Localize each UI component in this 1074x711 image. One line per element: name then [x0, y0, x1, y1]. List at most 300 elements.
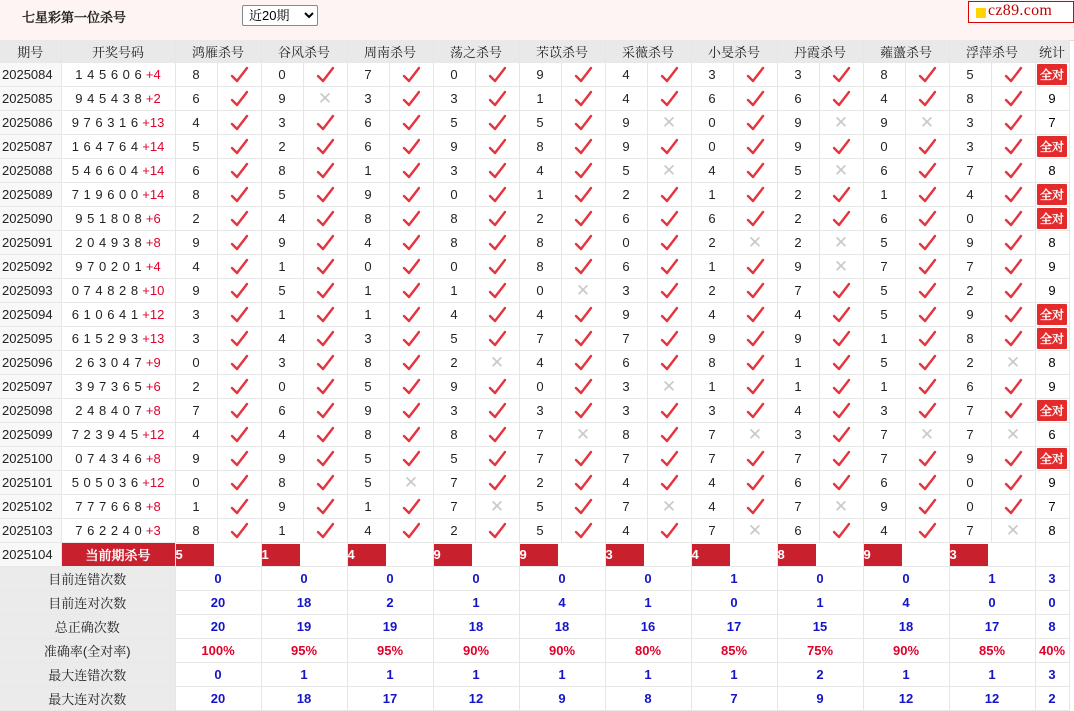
kill-number-cell: 3 — [347, 327, 389, 351]
result-mark-cell — [733, 399, 777, 423]
stat-cell — [1035, 63, 1069, 87]
check-icon — [230, 138, 249, 156]
kill-number-cell: 4 — [605, 63, 647, 87]
result-mark-cell — [389, 111, 433, 135]
summary-value: 20 — [175, 615, 261, 639]
result-mark-cell — [647, 183, 691, 207]
kill-number-cell: 8 — [261, 471, 303, 495]
result-mark-cell — [217, 327, 261, 351]
kill-number-cell: 9 — [261, 447, 303, 471]
check-icon — [402, 234, 421, 252]
check-icon — [574, 474, 593, 492]
result-mark-cell — [217, 447, 261, 471]
check-icon — [316, 330, 335, 348]
kill-number-cell: 0 — [519, 375, 561, 399]
cross-icon: ✕ — [661, 112, 677, 132]
check-icon — [488, 186, 507, 204]
kill-number-cell: 8 — [433, 423, 475, 447]
kill-number-cell: 7 — [519, 327, 561, 351]
cross-icon: ✕ — [833, 496, 849, 516]
kill-number-cell: 7 — [605, 495, 647, 519]
result-mark-cell — [819, 495, 863, 519]
result-mark-cell — [303, 495, 347, 519]
page-title: 七星彩第一位杀号 — [22, 10, 127, 25]
check-icon — [574, 498, 593, 516]
kill-number-cell: 4 — [347, 231, 389, 255]
kill-number-cell: 2 — [691, 231, 733, 255]
result-mark-cell — [819, 255, 863, 279]
result-mark-cell — [991, 495, 1035, 519]
check-icon — [230, 522, 249, 540]
result-mark-cell — [389, 447, 433, 471]
cross-icon: ✕ — [1005, 352, 1021, 372]
result-mark-cell — [303, 423, 347, 447]
summary-value: 8 — [605, 687, 691, 711]
summary-value: 1 — [433, 591, 519, 615]
kill-number-cell: 9 — [777, 327, 819, 351]
check-icon — [1004, 138, 1023, 156]
check-icon — [918, 522, 937, 540]
check-icon — [316, 450, 335, 468]
kill-number-cell: 0 — [691, 111, 733, 135]
check-icon — [230, 498, 249, 516]
summary-value: 16 — [605, 615, 691, 639]
result-mark-cell — [303, 111, 347, 135]
result-mark-cell — [647, 135, 691, 159]
summary-value: 0 — [347, 567, 433, 591]
kill-number-cell: 7 — [433, 471, 475, 495]
all-correct-badge: 全对 — [1037, 64, 1067, 85]
kill-number-cell: 3 — [777, 423, 819, 447]
stat-cell: 9 — [1035, 87, 1069, 111]
result-mark-cell — [647, 279, 691, 303]
kill-number-cell: 5 — [519, 519, 561, 543]
draw-digits: 9 5 1 8 0 8 — [75, 211, 143, 226]
cross-icon: ✕ — [833, 232, 849, 252]
table-row — [0, 183, 1069, 207]
summary-value: 17 — [949, 615, 1035, 639]
summary-total: 0 — [1035, 591, 1069, 615]
kill-number-cell: 5 — [347, 447, 389, 471]
result-mark-cell — [733, 279, 777, 303]
result-mark-cell — [217, 399, 261, 423]
kill-number-cell: 3 — [949, 135, 991, 159]
issue-cell: 2025094 — [0, 303, 61, 327]
current-kill-cell — [949, 543, 1035, 567]
check-icon — [230, 426, 249, 444]
check-icon — [918, 354, 937, 372]
stat-cell: 7 — [1035, 111, 1069, 135]
check-icon — [230, 162, 249, 180]
kill-number-cell: 9 — [433, 135, 475, 159]
summary-row — [0, 639, 1069, 663]
result-mark-cell — [905, 135, 949, 159]
kill-number-cell: 4 — [175, 255, 217, 279]
check-icon — [488, 522, 507, 540]
result-mark-cell — [905, 279, 949, 303]
kill-number-cell: 3 — [175, 303, 217, 327]
check-icon — [402, 186, 421, 204]
kill-number-cell: 6 — [949, 375, 991, 399]
check-icon — [402, 498, 421, 516]
summary-value: 1 — [949, 567, 1035, 591]
current-kill-cell — [175, 543, 261, 567]
current-kill-cell — [519, 543, 605, 567]
result-mark-cell — [647, 375, 691, 399]
check-icon — [1004, 258, 1023, 276]
table-row — [0, 447, 1069, 471]
table-row — [0, 255, 1069, 279]
current-kill-label: 当前期杀号 — [61, 543, 175, 567]
issue-cell: 2025096 — [0, 351, 61, 375]
kill-number-cell: 6 — [175, 159, 217, 183]
kill-number-cell: 0 — [519, 279, 561, 303]
kill-number-cell: 8 — [433, 207, 475, 231]
table-row — [0, 423, 1069, 447]
result-mark-cell — [475, 63, 519, 87]
check-icon — [574, 330, 593, 348]
draw-digits: 2 0 4 9 3 8 — [75, 235, 143, 250]
current-kill-cell — [261, 543, 347, 567]
result-mark-cell — [389, 303, 433, 327]
check-icon — [918, 306, 937, 324]
kill-number-cell: 1 — [433, 279, 475, 303]
kill-number-cell: 0 — [949, 207, 991, 231]
result-mark-cell — [561, 399, 605, 423]
kill-number-cell: 6 — [777, 87, 819, 111]
site-logo[interactable] — [968, 1, 1074, 23]
summary-value: 1 — [691, 663, 777, 687]
col-header-stat: 统计 — [1035, 40, 1069, 63]
draw-number-cell — [61, 279, 175, 303]
check-icon — [316, 306, 335, 324]
kill-number-cell: 5 — [863, 303, 905, 327]
kill-number-cell: 7 — [519, 423, 561, 447]
result-mark-cell — [303, 255, 347, 279]
cross-icon: ✕ — [317, 88, 333, 108]
summary-label: 总正确次数 — [0, 615, 175, 639]
draw-bonus: +8 — [142, 403, 161, 418]
summary-value: 1 — [605, 591, 691, 615]
kill-number-cell: 5 — [261, 183, 303, 207]
current-kill-number: 3 — [606, 544, 644, 566]
kill-number-cell: 1 — [519, 87, 561, 111]
stat-cell — [1035, 303, 1069, 327]
all-correct-badge: 全对 — [1037, 184, 1067, 205]
kill-number-cell: 3 — [519, 399, 561, 423]
kill-number-cell: 8 — [949, 327, 991, 351]
kill-number-cell: 2 — [949, 279, 991, 303]
check-icon — [660, 186, 679, 204]
current-kill-cell — [691, 543, 777, 567]
kill-number-cell: 9 — [863, 495, 905, 519]
result-mark-cell — [905, 447, 949, 471]
result-mark-cell — [217, 231, 261, 255]
check-icon — [230, 282, 249, 300]
table-row — [0, 111, 1069, 135]
kill-number-cell: 0 — [863, 135, 905, 159]
result-mark-cell — [647, 423, 691, 447]
result-mark-cell — [991, 327, 1035, 351]
check-icon — [918, 138, 937, 156]
stat-cell: 7 — [1035, 495, 1069, 519]
kill-number-cell: 8 — [863, 63, 905, 87]
all-correct-badge: 全对 — [1037, 136, 1067, 157]
kill-number-cell: 4 — [691, 471, 733, 495]
draw-bonus: +8 — [142, 235, 161, 250]
kill-number-cell: 2 — [949, 351, 991, 375]
check-icon — [230, 378, 249, 396]
result-mark-cell — [991, 303, 1035, 327]
check-icon — [1004, 114, 1023, 132]
result-mark-cell — [819, 135, 863, 159]
kill-number-cell: 2 — [175, 375, 217, 399]
kill-number-cell: 7 — [949, 423, 991, 447]
check-icon — [1004, 474, 1023, 492]
summary-value: 1 — [433, 663, 519, 687]
check-icon — [488, 90, 507, 108]
check-icon — [746, 186, 765, 204]
result-mark-cell — [217, 255, 261, 279]
result-mark-cell — [905, 351, 949, 375]
kill-number-cell: 7 — [863, 447, 905, 471]
result-mark-cell — [991, 183, 1035, 207]
result-mark-cell — [217, 279, 261, 303]
check-icon — [574, 450, 593, 468]
check-icon — [316, 210, 335, 228]
cross-icon: ✕ — [919, 424, 935, 444]
all-correct-badge: 全对 — [1037, 328, 1067, 349]
kill-number-cell: 2 — [605, 183, 647, 207]
issue-cell: 2025084 — [0, 63, 61, 87]
logo-square-icon — [976, 8, 986, 18]
summary-value: 15 — [777, 615, 863, 639]
check-icon — [402, 522, 421, 540]
table-row — [0, 87, 1069, 111]
check-icon — [832, 66, 851, 84]
kill-number-cell: 5 — [519, 495, 561, 519]
draw-digits: 7 2 3 9 4 5 — [71, 427, 139, 442]
issue-cell: 2025089 — [0, 183, 61, 207]
check-icon — [918, 234, 937, 252]
kill-number-cell: 3 — [433, 399, 475, 423]
issue-cell: 2025101 — [0, 471, 61, 495]
kill-number-cell: 6 — [691, 207, 733, 231]
check-icon — [316, 474, 335, 492]
check-icon — [918, 474, 937, 492]
check-icon — [316, 258, 335, 276]
result-mark-cell — [561, 135, 605, 159]
kill-number-cell: 9 — [175, 279, 217, 303]
result-mark-cell — [561, 375, 605, 399]
check-icon — [1004, 90, 1023, 108]
all-correct-badge: 全对 — [1037, 304, 1067, 325]
result-mark-cell — [561, 447, 605, 471]
result-mark-cell — [905, 399, 949, 423]
kill-number-cell: 7 — [949, 159, 991, 183]
current-kill-number: 4 — [692, 544, 730, 566]
summary-total: 2 — [1035, 687, 1069, 711]
kill-number-cell: 9 — [175, 447, 217, 471]
kill-number-cell: 9 — [777, 255, 819, 279]
result-mark-cell — [561, 495, 605, 519]
draw-bonus: +13 — [138, 115, 165, 130]
kill-number-cell: 3 — [433, 87, 475, 111]
table-row — [0, 303, 1069, 327]
issue-cell: 2025092 — [0, 255, 61, 279]
kill-number-cell: 5 — [433, 111, 475, 135]
result-mark-cell — [475, 303, 519, 327]
kill-number-cell: 4 — [519, 351, 561, 375]
summary-row — [0, 687, 1069, 711]
check-icon — [316, 186, 335, 204]
current-kill-number: 8 — [778, 544, 816, 566]
kill-number-cell: 4 — [261, 423, 303, 447]
cross-icon: ✕ — [1005, 520, 1021, 540]
summary-label: 准确率(全对率) — [0, 639, 175, 663]
result-mark-cell — [561, 471, 605, 495]
check-icon — [488, 426, 507, 444]
draw-digits: 7 6 2 2 4 0 — [75, 523, 143, 538]
result-mark-cell — [561, 207, 605, 231]
draw-number-cell — [61, 231, 175, 255]
kill-number-cell: 7 — [777, 447, 819, 471]
kill-number-cell: 0 — [605, 231, 647, 255]
result-mark-cell — [389, 207, 433, 231]
kill-number-cell: 6 — [605, 255, 647, 279]
check-icon — [574, 186, 593, 204]
result-mark-cell — [733, 327, 777, 351]
kill-number-cell: 6 — [777, 519, 819, 543]
current-period-row — [0, 543, 1069, 567]
cross-icon: ✕ — [833, 256, 849, 276]
result-mark-cell — [905, 87, 949, 111]
check-icon — [660, 354, 679, 372]
summary-value: 0 — [175, 567, 261, 591]
check-icon — [660, 402, 679, 420]
check-icon — [746, 138, 765, 156]
kill-number-cell: 8 — [175, 519, 217, 543]
kill-number-cell: 3 — [433, 159, 475, 183]
kill-number-cell: 9 — [519, 63, 561, 87]
kill-number-cell: 1 — [777, 375, 819, 399]
kill-number-cell: 8 — [433, 231, 475, 255]
table-row — [0, 63, 1069, 87]
kill-number-cell: 4 — [519, 159, 561, 183]
kill-number-cell: 6 — [347, 111, 389, 135]
stat-cell: 9 — [1035, 255, 1069, 279]
table-row — [0, 375, 1069, 399]
result-mark-cell — [389, 375, 433, 399]
kill-number-cell: 6 — [863, 471, 905, 495]
kill-number-cell: 8 — [175, 183, 217, 207]
kill-number-cell: 4 — [605, 471, 647, 495]
col-header-expert: 芣苡杀号 — [519, 40, 605, 63]
kill-number-cell: 4 — [347, 519, 389, 543]
kill-number-cell: 0 — [175, 351, 217, 375]
result-mark-cell — [303, 351, 347, 375]
summary-value: 90% — [863, 639, 949, 663]
result-mark-cell — [303, 87, 347, 111]
kill-number-cell: 2 — [519, 207, 561, 231]
result-mark-cell — [905, 231, 949, 255]
result-mark-cell — [647, 231, 691, 255]
check-icon — [1004, 234, 1023, 252]
result-mark-cell — [905, 327, 949, 351]
check-icon — [230, 210, 249, 228]
period-select[interactable] — [242, 5, 318, 26]
kill-number-cell: 7 — [949, 519, 991, 543]
result-mark-cell — [561, 423, 605, 447]
draw-bonus: +14 — [138, 163, 165, 178]
draw-bonus: +10 — [138, 283, 165, 298]
result-mark-cell — [389, 351, 433, 375]
check-icon — [660, 210, 679, 228]
kill-number-cell: 3 — [605, 375, 647, 399]
summary-label: 最大连对次数 — [0, 687, 175, 711]
issue-cell: 2025102 — [0, 495, 61, 519]
col-header-expert: 蕹蘯杀号 — [863, 40, 949, 63]
summary-value: 90% — [519, 639, 605, 663]
summary-value: 1 — [863, 663, 949, 687]
check-icon — [918, 162, 937, 180]
check-icon — [746, 354, 765, 372]
summary-value: 0 — [949, 591, 1035, 615]
check-icon — [746, 114, 765, 132]
result-mark-cell — [733, 135, 777, 159]
summary-value: 85% — [949, 639, 1035, 663]
check-icon — [230, 474, 249, 492]
current-kill-number: 9 — [520, 544, 558, 566]
draw-number-cell — [61, 303, 175, 327]
draw-number-cell — [61, 135, 175, 159]
result-mark-cell — [389, 519, 433, 543]
kill-number-cell: 7 — [863, 255, 905, 279]
check-icon — [746, 306, 765, 324]
summary-value: 12 — [863, 687, 949, 711]
check-icon — [230, 354, 249, 372]
check-icon — [918, 186, 937, 204]
check-icon — [316, 402, 335, 420]
check-icon — [1004, 498, 1023, 516]
check-icon — [918, 66, 937, 84]
current-kill-cell — [347, 543, 433, 567]
check-icon — [746, 474, 765, 492]
check-icon — [230, 114, 249, 132]
summary-value: 19 — [347, 615, 433, 639]
kill-number-cell: 6 — [863, 159, 905, 183]
draw-digits: 9 7 0 2 0 1 — [75, 259, 143, 274]
result-mark-cell — [905, 519, 949, 543]
kill-number-cell: 6 — [605, 207, 647, 231]
table-row — [0, 135, 1069, 159]
draw-bonus: +9 — [142, 355, 161, 370]
check-icon — [402, 282, 421, 300]
result-mark-cell — [905, 495, 949, 519]
result-mark-cell — [991, 159, 1035, 183]
draw-digits: 6 1 5 2 9 3 — [71, 331, 139, 346]
check-icon — [402, 450, 421, 468]
kill-number-cell: 1 — [261, 255, 303, 279]
stat-cell — [1035, 207, 1069, 231]
current-kill-cell — [863, 543, 949, 567]
draw-digits: 9 7 6 3 1 6 — [71, 115, 139, 130]
result-mark-cell — [647, 495, 691, 519]
summary-value: 9 — [777, 687, 863, 711]
summary-value: 1 — [261, 663, 347, 687]
result-mark-cell — [733, 231, 777, 255]
result-mark-cell — [217, 423, 261, 447]
